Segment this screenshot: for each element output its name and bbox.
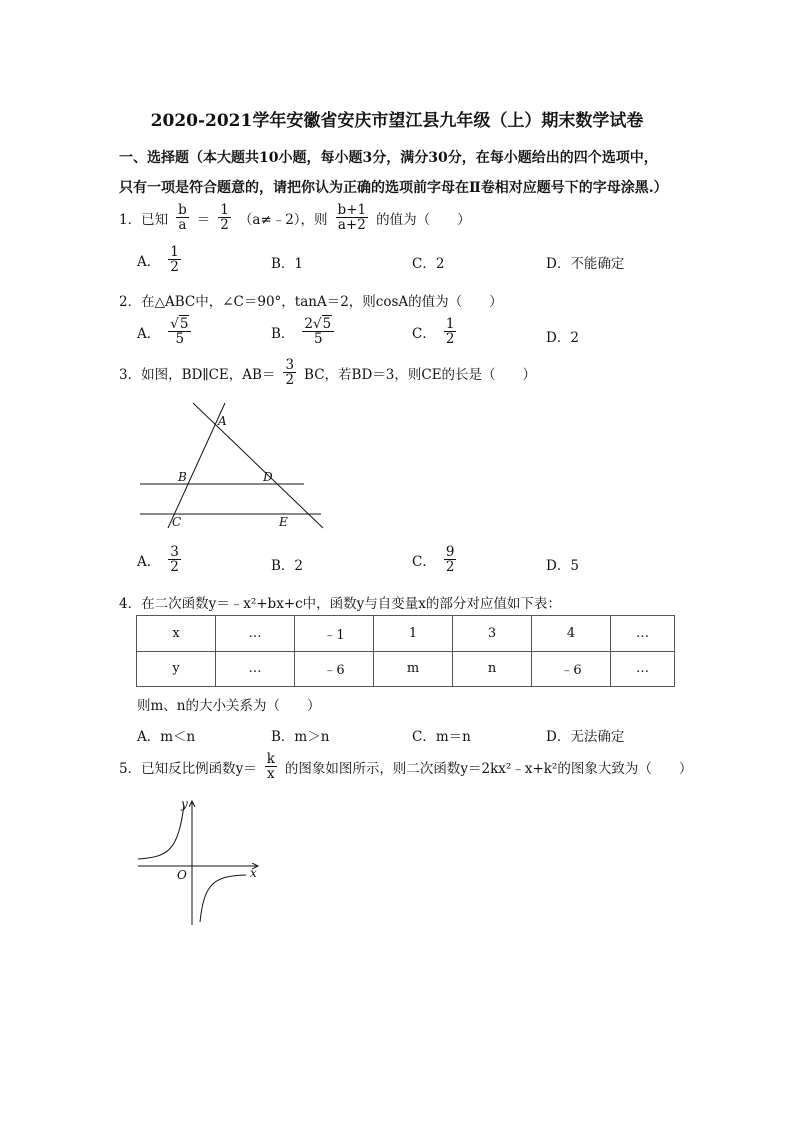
q1-prefix: 1．已知: [119, 211, 169, 228]
q1-suffix: 的值为（ ）: [376, 211, 471, 228]
table-row-x: [137, 616, 675, 652]
table-cell: …: [611, 616, 675, 652]
section-heading-line2: 只有一项是符合题意的，请把你认为正确的选项前字母在Ⅱ卷相对应题号下的字母涂黑.）: [119, 180, 668, 196]
page-title: 2020-2021学年安徽省安庆市望江县九年级（上）期末数学试卷: [150, 111, 644, 131]
q1-option-c: C．2: [412, 256, 445, 272]
hyperbola-branch-upper-left: [138, 805, 184, 859]
question-4: 4．在二次函数y＝﹣x²+bx+c中，函数y与自变量x的部分对应值如下表：: [119, 596, 561, 612]
question-1: 1．已知 $\frac{b}{a}$ ＝ $\frac{1}{2}$ （a≠﹣2），则 $\frac{b+1}{a+2}$ 的值为（ ）: [119, 202, 471, 234]
q4-option-a: A．m＜n: [137, 729, 196, 745]
q5-hyperbola-figure: [130, 795, 270, 930]
q3-label-d: D: [263, 470, 273, 484]
origin-label: O: [177, 868, 187, 882]
table-cell: y: [137, 651, 216, 687]
q3-geometry-figure: [130, 395, 330, 535]
table-cell: 4: [532, 616, 611, 652]
table-row-y: [137, 651, 675, 687]
table-cell: ﹣6: [295, 651, 374, 687]
hyperbola-branch-lower-right: [200, 875, 246, 922]
q3-label-a: A: [218, 414, 227, 428]
table-cell: …: [611, 651, 675, 687]
q2-option-b: B． $\frac{2√5}{5}$: [271, 317, 336, 346]
q3-option-a: A． $\frac{3}{2}$: [137, 544, 179, 576]
q5-fraction-k-over-x: $\frac{k}{x}$: [266, 751, 275, 783]
table-cell: 1: [374, 616, 453, 652]
q1-fraction-b-over-a: $\frac{b}{a}$: [178, 202, 187, 234]
q1-option-b: B．1: [271, 256, 304, 272]
q3-label-c: C: [172, 515, 182, 529]
table-cell: ﹣1: [295, 616, 374, 652]
q3-label-b: B: [178, 470, 187, 484]
q1-condition: （a≠﹣2），则: [238, 211, 328, 228]
question-2: 2．在△ABC中，∠C＝90°，tanA＝2，则cosA的值为（ ）: [119, 294, 503, 310]
table-cell: ﹣6: [532, 651, 611, 687]
x-axis-label: x: [250, 866, 257, 880]
q4-question: 则m、n的大小关系为（ ）: [137, 698, 321, 714]
q1-option-d: D．不能确定: [546, 256, 625, 272]
q4-option-b: B．m＞n: [271, 729, 330, 745]
table-cell: …: [216, 651, 295, 687]
q3-line-through-a-b-c: [168, 403, 225, 528]
q4-option-d: D．无法确定: [546, 729, 625, 745]
question-3: 3．如图，BD∥CE，AB＝ $\frac{3}{2}$ BC，若BD＝3，则CE的长是（ ）: [119, 357, 537, 389]
q3-line-through-a-d-e: [193, 403, 323, 528]
q3-option-b: B．2: [271, 558, 304, 574]
q4-option-c: C．m＝n: [412, 729, 471, 745]
table-cell: n: [453, 651, 532, 687]
q3-option-c: C． $\frac{9}{2}$: [412, 544, 455, 576]
q1-fraction-1-over-2: $\frac{1}{2}$: [220, 202, 229, 234]
table-cell: …: [216, 616, 295, 652]
q1-option-a: A． $\frac{1}{2}$: [137, 244, 179, 276]
q3-option-d: D．5: [546, 558, 579, 574]
q4-value-table: [136, 615, 675, 687]
q1-fraction-target: $\frac{b+1}{a+2}$: [337, 202, 367, 234]
q2-option-a: A． $\frac{√5}{5}$: [137, 317, 193, 346]
table-cell: m: [374, 651, 453, 687]
q2-option-d: D．2: [546, 330, 579, 346]
question-5: 5．已知反比例函数y＝ $\frac{k}{x}$ 的图象如图所示，则二次函数y＝2kx²﹣x+k²的图象大致为（ ）: [119, 751, 693, 783]
q3-label-e: E: [279, 515, 288, 529]
table-cell: 3: [453, 616, 532, 652]
y-axis-label: y: [181, 797, 188, 811]
q2-option-c: C． $\frac{1}{2}$: [412, 316, 455, 348]
q3-fraction-3-over-2: $\frac{3}{2}$: [285, 357, 295, 389]
table-cell: x: [137, 616, 216, 652]
section-heading-line1: 一、选择题（本大题共10小题，每小题3分，满分30分，在每小题给出的四个选项中，: [119, 150, 658, 166]
